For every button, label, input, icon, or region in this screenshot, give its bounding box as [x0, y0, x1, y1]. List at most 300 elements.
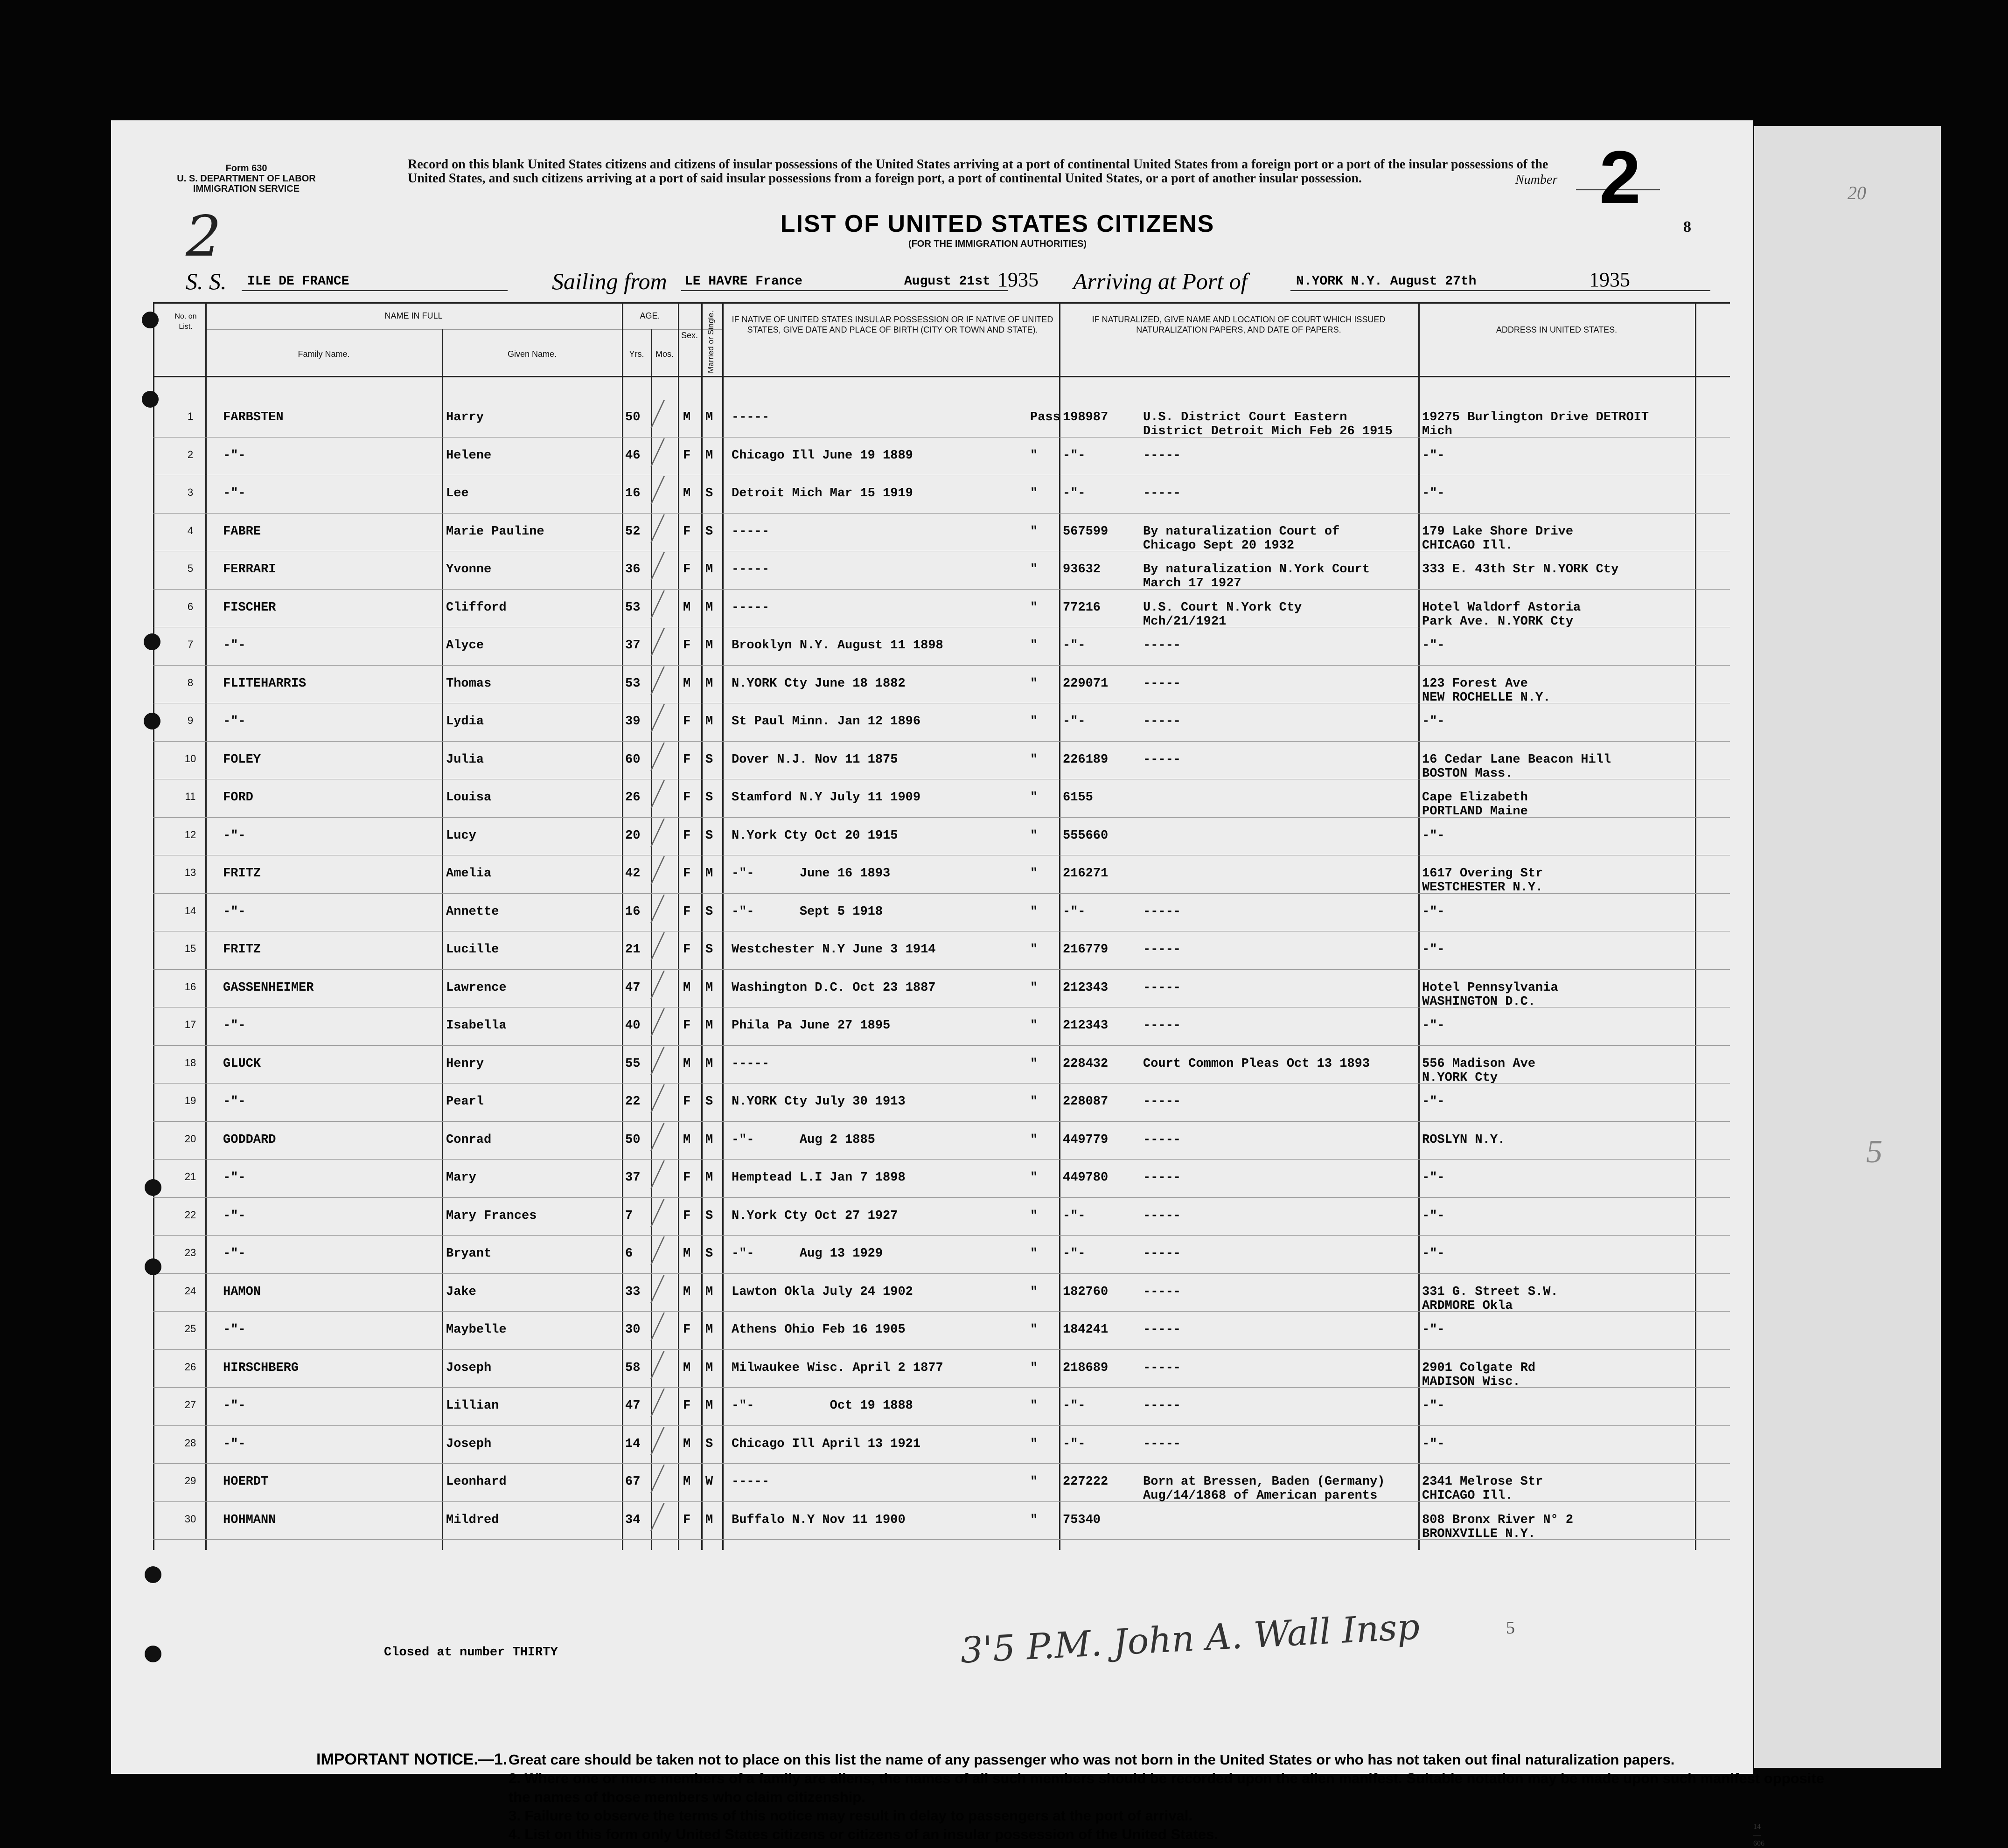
birth-place: Milwaukee Wisc. April 2 1877 — [732, 1361, 943, 1375]
marital-status: M — [705, 980, 713, 995]
age-years: 50 — [625, 1132, 641, 1147]
sex: F — [683, 1019, 691, 1033]
pencil-mark: 2 — [186, 204, 222, 269]
certificate-number: 184241 — [1063, 1323, 1109, 1337]
birth-place: Hemptead L.I Jan 7 1898 — [732, 1171, 906, 1185]
address: -"- — [1422, 1171, 1445, 1185]
header-yrs: Yrs. — [629, 349, 644, 359]
passport-ditto: " — [1030, 1171, 1038, 1185]
row-rule — [153, 893, 1730, 894]
ss-label: S. S. — [186, 268, 227, 294]
marital-status: M — [705, 1361, 713, 1375]
sex: M — [683, 410, 691, 424]
marital-status: S — [705, 791, 713, 805]
age-years: 37 — [625, 639, 641, 653]
header-no: No. on List. — [174, 313, 197, 331]
row-number: 21 — [184, 1171, 196, 1182]
naturalization-court: ----- — [1143, 1285, 1181, 1299]
given-name: Lee — [446, 486, 469, 500]
marital-status: S — [705, 524, 713, 539]
certificate-number: 6155 — [1063, 791, 1093, 805]
naturalization-court: ----- — [1143, 1209, 1181, 1223]
row-number: 28 — [184, 1437, 196, 1449]
naturalization-court: ----- — [1143, 980, 1181, 995]
passport-ditto: " — [1030, 1513, 1038, 1527]
given-name: Annette — [446, 904, 499, 919]
family-name: FORD — [223, 791, 253, 805]
row-rule — [153, 741, 1730, 742]
birth-place: Athens Ohio Feb 16 1905 — [732, 1323, 906, 1337]
family-name: HOHMANN — [223, 1513, 276, 1527]
marital-status: S — [705, 943, 713, 957]
passport-ditto: " — [1030, 752, 1038, 767]
sailing-label: Sailing from — [552, 268, 667, 294]
row-number: 6 — [187, 600, 194, 612]
sex: M — [683, 1437, 691, 1451]
binding-hole — [142, 312, 159, 328]
birth-place: ----- — [732, 410, 770, 424]
age-years: 53 — [625, 600, 641, 615]
certificate-number: 77216 — [1063, 600, 1101, 615]
given-name: Henry — [446, 1056, 484, 1071]
given-name: Helene — [446, 448, 492, 463]
address: Cape Elizabeth — [1422, 791, 1528, 805]
given-name: Lawrence — [446, 980, 507, 995]
passport-ditto: " — [1030, 600, 1038, 615]
age-years: 16 — [625, 904, 641, 919]
row-number: 7 — [187, 639, 194, 650]
family-name: -"- — [223, 904, 246, 919]
marital-status: M — [705, 1132, 713, 1147]
certificate-number: -"- — [1063, 1209, 1086, 1223]
age-years: 22 — [625, 1095, 641, 1109]
sex: M — [683, 676, 691, 691]
address: 333 E. 43th Str N.YORK Cty — [1422, 563, 1619, 577]
row-number: 10 — [184, 752, 196, 764]
arriving-port: N.YORK N.Y. August 27th — [1296, 274, 1477, 289]
sex: F — [683, 1209, 691, 1223]
naturalization-court: ----- — [1143, 1171, 1181, 1185]
ship-line — [242, 290, 508, 291]
passport-ditto: " — [1030, 1361, 1038, 1375]
passport-ditto: " — [1030, 1095, 1038, 1109]
address-line-2: Mich — [1422, 424, 1452, 438]
family-name: FRITZ — [223, 943, 261, 957]
row-number: 27 — [184, 1399, 196, 1410]
row-number: 3 — [187, 486, 194, 498]
sex: F — [683, 715, 691, 729]
naturalization-court: ----- — [1143, 1132, 1181, 1147]
birth-place: -"- June 16 1893 — [732, 867, 891, 881]
passport-ditto: " — [1030, 1247, 1038, 1261]
sex: F — [683, 752, 691, 767]
address: 123 Forest Ave — [1422, 676, 1528, 691]
sex: M — [683, 980, 691, 995]
certificate-number: 216779 — [1063, 943, 1109, 957]
sex: F — [683, 943, 691, 957]
sex: F — [683, 639, 691, 653]
header-married: Married or Single. — [706, 310, 715, 373]
marital-status: S — [705, 904, 713, 919]
row-number: 8 — [187, 676, 194, 688]
naturalization-court: ----- — [1143, 715, 1181, 729]
certificate-number: -"- — [1063, 715, 1086, 729]
manifest-table — [153, 302, 1730, 1550]
certificate-number: 212343 — [1063, 980, 1109, 995]
naturalization-court: ----- — [1143, 486, 1181, 500]
passport-ditto: " — [1030, 486, 1038, 500]
birth-place: Dover N.J. Nov 11 1875 — [732, 752, 898, 767]
certificate-number: 198987 — [1063, 410, 1109, 424]
given-name: Leonhard — [446, 1475, 507, 1489]
marital-status: M — [705, 639, 713, 653]
naturalization-court: By naturalization Court of — [1143, 524, 1340, 539]
passport-ditto: " — [1030, 1399, 1038, 1413]
row-rule — [153, 1349, 1730, 1350]
number-label: Number — [1515, 173, 1558, 187]
row-number: 15 — [184, 943, 196, 954]
marital-status: S — [705, 752, 713, 767]
address: 179 Lake Shore Drive — [1422, 524, 1574, 539]
passport-ditto: " — [1030, 943, 1038, 957]
header-birth: IF NATIVE OF UNITED STATES INSULAR POSSESSION OR IF NATIVE OF UNITED STATES, GIVE DATE AND PLACE OF BIRTH (CITY OR TOWN AND STATE). — [732, 315, 1053, 334]
birth-place: -"- Aug 13 1929 — [732, 1247, 883, 1261]
row-number: 29 — [184, 1475, 196, 1487]
naturalization-court: ----- — [1143, 1399, 1181, 1413]
marital-status: M — [705, 1285, 713, 1299]
address: -"- — [1422, 1437, 1445, 1451]
naturalization-court: By naturalization N.York Court — [1143, 563, 1370, 577]
birth-place: N.YORK Cty June 18 1882 — [732, 676, 906, 691]
row-rule — [153, 1425, 1730, 1426]
header-naturalized: IF NATURALIZED, GIVE NAME AND LOCATION OF COURT WHICH ISSUED NATURALIZATION PAPERS, AND DATE OF PAPERS. — [1092, 315, 1386, 334]
family-name: -"- — [223, 639, 246, 653]
marital-status: M — [705, 410, 713, 424]
address: Hotel Waldorf Astoria — [1422, 600, 1581, 615]
address-line-2: CHICAGO Ill. — [1422, 1489, 1513, 1503]
sex: F — [683, 904, 691, 919]
row-number: 20 — [184, 1132, 196, 1145]
birth-place: Stamford N.Y July 11 1909 — [732, 791, 921, 805]
ship-name: ILE DE FRANCE — [247, 274, 349, 289]
address: -"- — [1422, 1399, 1445, 1413]
arriving-line — [1290, 290, 1710, 291]
family-name: -"- — [223, 1019, 246, 1033]
age-years: 52 — [625, 524, 641, 539]
given-name: Bryant — [446, 1247, 492, 1261]
family-name: -"- — [223, 1095, 246, 1109]
form-instructions: Record on this blank United States citizens and citizens of insular possessions of the United States arriving at a port of continental United States from a foreign port or a port of the insular possessions of the United States, and such citizens arriving at a port of said insular possessions from a foreign port, a port of continental United States, or a port of another insular possession. — [408, 157, 1548, 186]
naturalization-court: ----- — [1143, 639, 1181, 653]
naturalization-court: ----- — [1143, 448, 1181, 463]
age-years: 42 — [625, 867, 641, 881]
row-rule — [153, 1273, 1730, 1274]
notice-4: 4. List on this form only United States citizens or citizens of an insular possession of the United States. — [509, 1826, 1218, 1842]
age-years: 55 — [625, 1056, 641, 1071]
sex: M — [683, 1285, 691, 1299]
certificate-number: -"- — [1063, 1247, 1086, 1261]
birth-place: Brooklyn N.Y. August 11 1898 — [732, 639, 943, 653]
row-number: 19 — [184, 1095, 196, 1106]
given-name: Marie Pauline — [446, 524, 544, 539]
address: -"- — [1422, 448, 1445, 463]
family-name: GASSENHEIMER — [223, 980, 314, 995]
birth-place: Westchester N.Y June 3 1914 — [732, 943, 936, 957]
sex: M — [683, 1361, 691, 1375]
age-years: 21 — [625, 943, 641, 957]
row-number: 25 — [184, 1323, 196, 1334]
age-years: 16 — [625, 486, 641, 500]
page-title: LIST OF UNITED STATES CITIZENS — [780, 210, 1215, 237]
address: Hotel Pennsylvania — [1422, 980, 1558, 995]
passport-ditto: " — [1030, 1437, 1038, 1451]
sex: F — [683, 1095, 691, 1109]
given-name: Mary Frances — [446, 1209, 537, 1223]
row-rule — [153, 1121, 1730, 1122]
address: -"- — [1422, 1247, 1445, 1261]
row-rule — [153, 1197, 1730, 1198]
certificate-number: -"- — [1063, 1399, 1086, 1413]
row-rule — [153, 1387, 1730, 1388]
certificate-number: 218689 — [1063, 1361, 1109, 1375]
family-name: FERRARI — [223, 563, 276, 577]
given-name: Lydia — [446, 715, 484, 729]
passport-ditto: " — [1030, 1209, 1038, 1223]
birth-place: ----- — [732, 1056, 770, 1071]
passport-ditto: " — [1030, 524, 1038, 539]
row-number: 30 — [184, 1513, 196, 1525]
age-years: 14 — [625, 1437, 641, 1451]
arriving-label: Arriving at Port of — [1073, 268, 1248, 294]
address: 1617 Overing Str — [1422, 867, 1543, 881]
family-name: HOERDT — [223, 1475, 269, 1489]
row-number: 12 — [184, 828, 196, 841]
form-code: 14—606 — [1753, 1823, 1764, 1848]
naturalization-court: ----- — [1143, 1323, 1181, 1337]
given-name: Mary — [446, 1171, 476, 1185]
given-name: Thomas — [446, 676, 492, 691]
naturalization-court: U.S. District Court Eastern — [1143, 410, 1347, 424]
age-years: 47 — [625, 980, 641, 995]
naturalization-court: ----- — [1143, 1095, 1181, 1109]
family-name: FLITEHARRIS — [223, 676, 307, 691]
header-age: AGE. — [640, 311, 660, 320]
given-name: Clifford — [446, 600, 507, 615]
birth-place: St Paul Minn. Jan 12 1896 — [732, 715, 921, 729]
family-name: -"- — [223, 1171, 246, 1185]
given-name: Harry — [446, 410, 484, 424]
passport-ditto: " — [1030, 448, 1038, 463]
naturalization-court-line-2: Aug/14/1868 of American parents — [1143, 1489, 1378, 1503]
binding-hole — [142, 391, 159, 408]
row-rule — [153, 665, 1730, 666]
given-name: Lucille — [446, 943, 499, 957]
birth-place: Lawton Okla July 24 1902 — [732, 1285, 913, 1299]
age-years: 33 — [625, 1285, 641, 1299]
certificate-number: 228432 — [1063, 1056, 1109, 1071]
row-number: 11 — [185, 791, 196, 802]
family-name: FISCHER — [223, 600, 276, 615]
age-years: 30 — [625, 1323, 641, 1337]
address-line-2: NEW ROCHELLE N.Y. — [1422, 690, 1551, 705]
birth-place: Chicago Ill April 13 1921 — [732, 1437, 921, 1451]
row-number: 2 — [187, 448, 194, 460]
passport-ditto: " — [1030, 1056, 1038, 1071]
notice-2: 2. Where one or more members of a family are aliens, the names of all such members should be recorded upon the alien manifest. Suitable notation may be made upon such manifest opposite the names of those members who claim citizenship. — [509, 1770, 1824, 1805]
family-name: -"- — [223, 828, 246, 843]
marital-status: S — [705, 1095, 713, 1109]
certificate-number: -"- — [1063, 1437, 1086, 1451]
age-years: 53 — [625, 676, 641, 691]
page-mark: 8 — [1683, 218, 1691, 236]
address-line-2: BOSTON Mass. — [1422, 766, 1513, 781]
naturalization-court: ----- — [1143, 676, 1181, 691]
manifest-page — [111, 120, 1824, 1848]
row-rule — [153, 1501, 1730, 1502]
family-name: FOLEY — [223, 752, 261, 767]
passport-ditto: " — [1030, 715, 1038, 729]
address: 808 Bronx River N° 2 — [1422, 1513, 1574, 1527]
marital-status: M — [705, 563, 713, 577]
family-name: -"- — [223, 486, 246, 500]
row-rule — [153, 589, 1730, 590]
sex: F — [683, 448, 691, 463]
marital-status: W — [705, 1475, 713, 1489]
binding-hole — [144, 713, 160, 729]
row-rule — [153, 1539, 1730, 1540]
naturalization-court: ----- — [1143, 1019, 1181, 1033]
marital-status: M — [705, 1056, 713, 1071]
naturalization-court: Born at Bressen, Baden (Germany) — [1143, 1475, 1385, 1489]
birth-place: -"- Oct 19 1888 — [732, 1399, 913, 1413]
row-number: 26 — [184, 1361, 196, 1373]
address: 2341 Melrose Str — [1422, 1475, 1543, 1489]
given-name: Jake — [446, 1285, 476, 1299]
age-years: 20 — [625, 828, 641, 843]
certificate-number: 227222 — [1063, 1475, 1109, 1489]
header-sex: Sex. — [681, 331, 698, 340]
certificate-number: 567599 — [1063, 524, 1109, 539]
given-name: Julia — [446, 752, 484, 767]
sex: F — [683, 828, 691, 843]
passport-ditto: " — [1030, 1285, 1038, 1299]
header-family-name: Family Name. — [298, 349, 350, 359]
notice-heading: IMPORTANT NOTICE.—1. — [316, 1751, 508, 1768]
birth-place: Buffalo N.Y Nov 11 1900 — [732, 1513, 906, 1527]
row-number: 1 — [187, 410, 194, 422]
row-number: 16 — [184, 980, 196, 993]
age-years: 36 — [625, 563, 641, 577]
sex: M — [683, 1475, 691, 1489]
family-name: FRITZ — [223, 867, 261, 881]
age-years: 46 — [625, 448, 641, 463]
certificate-number: 182760 — [1063, 1285, 1109, 1299]
binding-hole — [144, 633, 160, 650]
address-line-2: N.YORK Cty — [1422, 1070, 1498, 1085]
passport-ditto: " — [1030, 563, 1038, 577]
notice-1: Great care should be taken not to place on this list the name of any passenger who was not born in the United States or who has not taken out final naturalization papers. — [509, 1751, 1675, 1768]
passport-ditto: " — [1030, 867, 1038, 881]
header-given-name: Given Name. — [507, 349, 557, 359]
age-years: 58 — [625, 1361, 641, 1375]
birth-place: -"- Sept 5 1918 — [732, 904, 883, 919]
marital-status: M — [705, 448, 713, 463]
sex: M — [683, 600, 691, 615]
naturalization-court: ----- — [1143, 1361, 1181, 1375]
row-number: 14 — [184, 904, 196, 917]
address: -"- — [1422, 1019, 1445, 1033]
address: -"- — [1422, 715, 1445, 729]
address-line-2: Park Ave. N.YORK Cty — [1422, 614, 1574, 629]
notice-3: 3. Failure to observe the terms of this notice may result in delay to passengers at the port of arrival. — [509, 1807, 1193, 1824]
sex: M — [683, 1132, 691, 1147]
naturalization-court: ----- — [1143, 752, 1181, 767]
age-years: 7 — [625, 1209, 633, 1223]
given-name: Louisa — [446, 791, 492, 805]
given-name: Pearl — [446, 1095, 484, 1109]
row-rule — [153, 1311, 1730, 1312]
birth-place: Washington D.C. Oct 23 1887 — [732, 980, 936, 995]
check-mark — [632, 1199, 665, 1227]
row-number: 23 — [184, 1247, 196, 1258]
passport-ditto: " — [1030, 639, 1038, 653]
address: ROSLYN N.Y. — [1422, 1132, 1506, 1147]
page-subtitle: (FOR THE IMMIGRATION AUTHORITIES) — [908, 239, 1087, 249]
marital-status: M — [705, 715, 713, 729]
age-years: 67 — [625, 1475, 641, 1489]
inspector-signature: 3'5 P.M. John A. Wall Insp — [959, 1605, 1421, 1671]
given-name: Amelia — [446, 867, 492, 881]
row-rule — [153, 969, 1730, 970]
naturalization-court-line-2: Mch/21/1921 — [1143, 614, 1227, 629]
address-line-2: MADISON Wisc. — [1422, 1375, 1520, 1389]
header-name-in-full: NAME IN FULL — [384, 311, 443, 320]
marital-status: M — [705, 1323, 713, 1337]
sex: F — [683, 1323, 691, 1337]
certificate-number: 212343 — [1063, 1019, 1109, 1033]
birth-place: Chicago Ill June 19 1889 — [732, 448, 913, 463]
family-name: FABRE — [223, 524, 261, 539]
row-number: 13 — [184, 867, 196, 878]
passport-ditto: " — [1030, 904, 1038, 919]
department: U. S. DEPARTMENT OF LABOR — [177, 174, 316, 184]
age-years: 39 — [625, 715, 641, 729]
passport-ditto: " — [1030, 828, 1038, 843]
birth-place: ----- — [732, 563, 770, 577]
given-name: Joseph — [446, 1437, 492, 1451]
row-number: 22 — [184, 1209, 196, 1221]
facing-page — [1754, 126, 1941, 1768]
binding-hole — [145, 1258, 161, 1275]
certificate-number: -"- — [1063, 904, 1086, 919]
sex: F — [683, 524, 691, 539]
marital-status: M — [705, 1171, 713, 1185]
family-name: FARBSTEN — [223, 410, 284, 424]
certificate-number: -"- — [1063, 448, 1086, 463]
passport-ditto: " — [1030, 1132, 1038, 1147]
row-number: 5 — [187, 563, 194, 574]
sex: M — [683, 1056, 691, 1071]
certificate-number: 75340 — [1063, 1513, 1101, 1527]
given-name: Yvonne — [446, 563, 492, 577]
naturalization-court-line-2: District Detroit Mich Feb 26 1915 — [1143, 424, 1393, 438]
birth-place: -"- Aug 2 1885 — [732, 1132, 875, 1147]
number-value: 2 — [1599, 135, 1641, 219]
marital-status: S — [705, 828, 713, 843]
row-rule — [153, 1159, 1730, 1160]
family-name: -"- — [223, 448, 246, 463]
form-header — [139, 163, 354, 194]
